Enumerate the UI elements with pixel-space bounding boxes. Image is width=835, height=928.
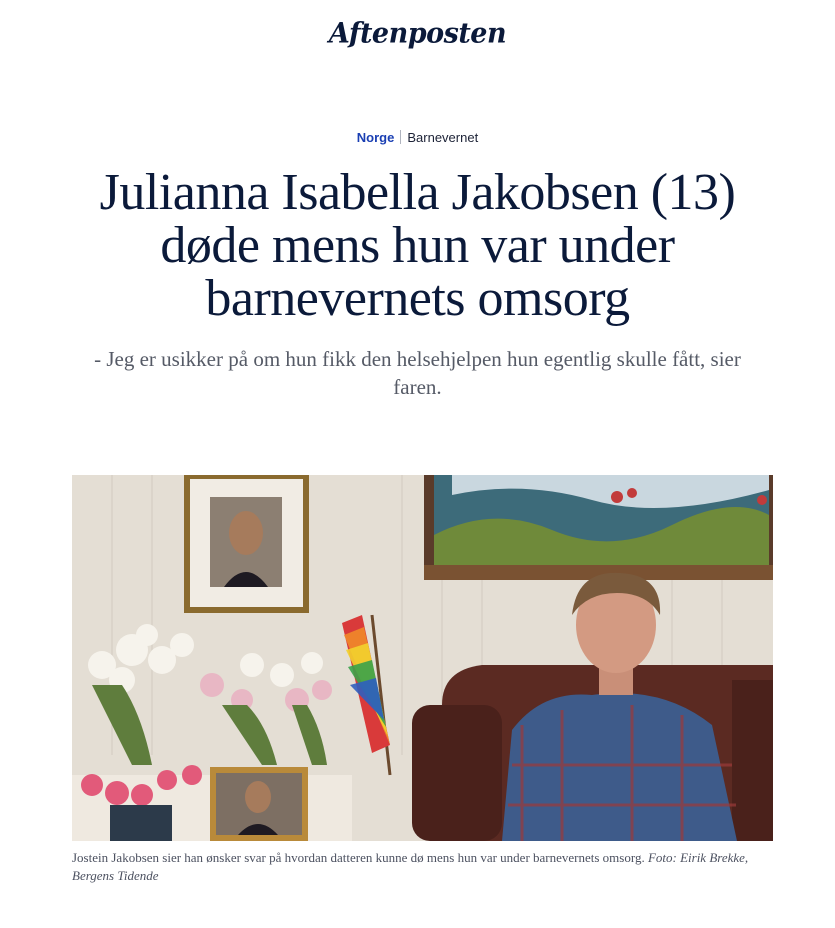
caption-text: Jostein Jakobsen sier han ønsker svar på hvordan datteren kunne dø mens hun var under barnevernets omsorg. (72, 850, 645, 865)
article-lead: - Jeg er usikker på om hun fikk den helsehjelpen hun egentlig skulle fått, sier faren. (94, 347, 741, 399)
topic-link-barnevernet[interactable]: Barnevernet (407, 130, 479, 145)
photo-illustration (72, 475, 773, 841)
photo-caption (72, 849, 773, 885)
kicker (0, 130, 835, 145)
photo-credit: Foto: Eirik Brekke, Bergens Tidende (72, 850, 749, 883)
article-photo[interactable] (72, 475, 773, 841)
masthead (0, 18, 835, 49)
section-link-norge[interactable]: Norge (356, 130, 395, 145)
article-headline: Julianna Isabella Jakobsen (13) døde mens hun var under barnevernets omsorg (99, 164, 736, 327)
kicker-divider (400, 130, 401, 144)
aftenposten-logo[interactable]: Aftenposten (328, 17, 507, 50)
